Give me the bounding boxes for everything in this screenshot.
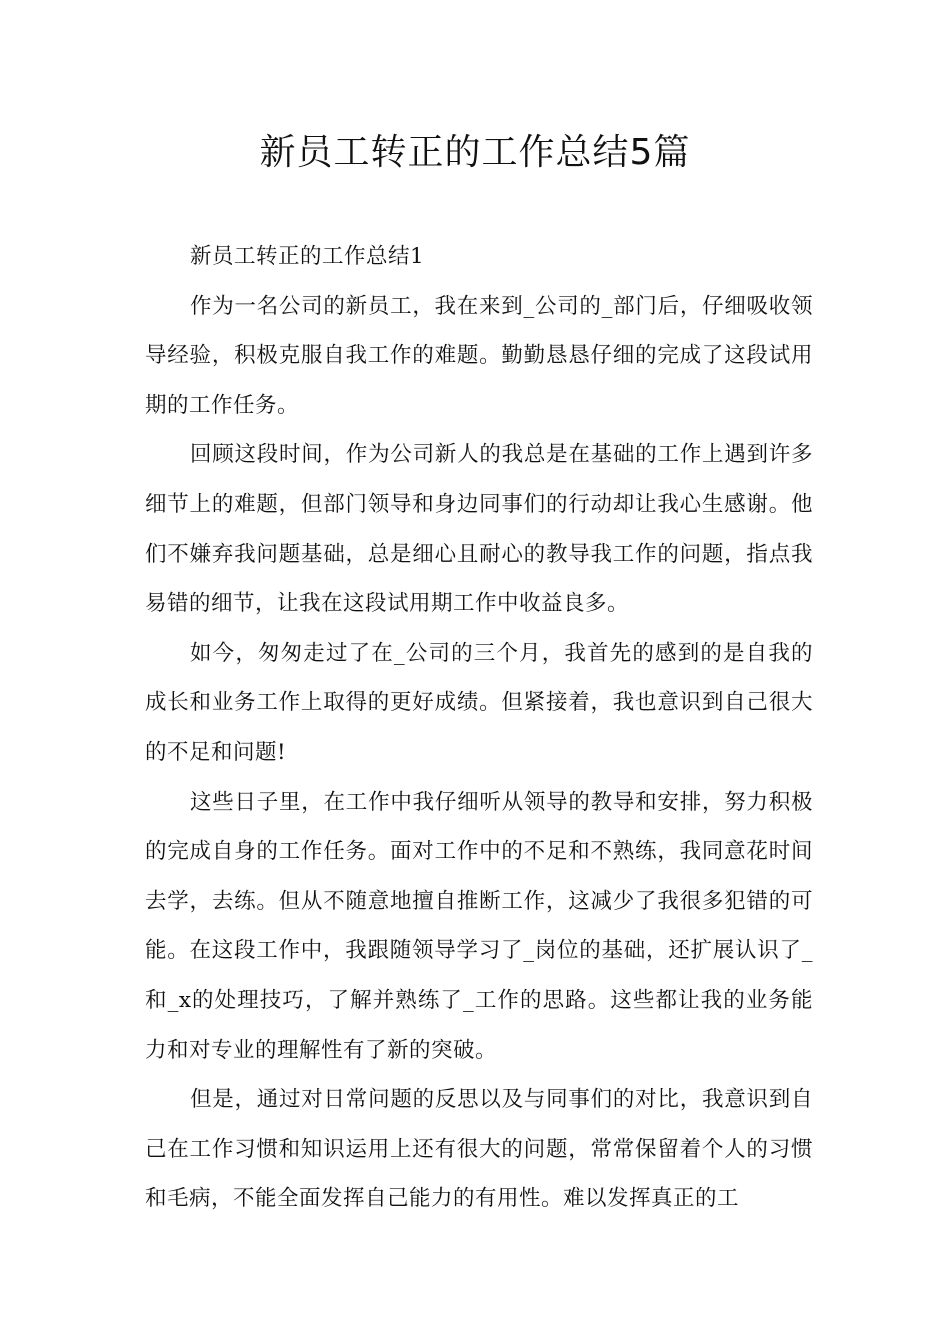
document-body — [145, 232, 813, 1224]
paragraph-2: 回顾这段时间，作为公司新人的我总是在基础的工作上遇到许多细节上的难题，但部门领导和身边同事们的行动却让我心生感谢。他们不嫌弃我问题基础，总是细心且耐心的教导我工作的问题，指点我易错的细节，让我在这段试用期工作中收益良多。 — [145, 442, 813, 617]
section-heading: 新员工转正的工作总结1 — [190, 244, 425, 269]
paragraph-1: 作为一名公司的新员工，我在来到_公司的_部门后，仔细吸收领导经验，积极克服自我工作的难题。勤勤恳恳仔细的完成了这段试用期的工作任务。 — [145, 293, 813, 418]
paragraph-5: 但是，通过对日常问题的反思以及与同事们的对比，我意识到自己在工作习惯和知识运用上还有很大的问题，常常保留着个人的习惯和毛病，不能全面发挥自己能力的有用性。难以发挥真正的工 — [145, 1087, 813, 1212]
document-title: 新员工转正的工作总结5篇 — [259, 132, 691, 173]
paragraph-4: 这些日子里，在工作中我仔细听从领导的教导和安排，努力积极的完成自身的工作任务。面对工作中的不足和不熟练，我同意花时间去学，去练。但从不随意地擅自推断工作，这减少了我很多犯错的可能。在这段工作中，我跟随领导学习了_岗位的基础，还扩展认识了_和_x的处理技巧，了解并熟练了_工作的思路。这些都让我的业务能力和对专业的理解性有了新的突破。 — [145, 789, 813, 1063]
paragraph-3: 如今，匆匆走过了在_公司的三个月，我首先的感到的是自我的成长和业务工作上取得的更好成绩。但紧接着，我也意识到自己很大的不足和问题! — [145, 640, 813, 765]
